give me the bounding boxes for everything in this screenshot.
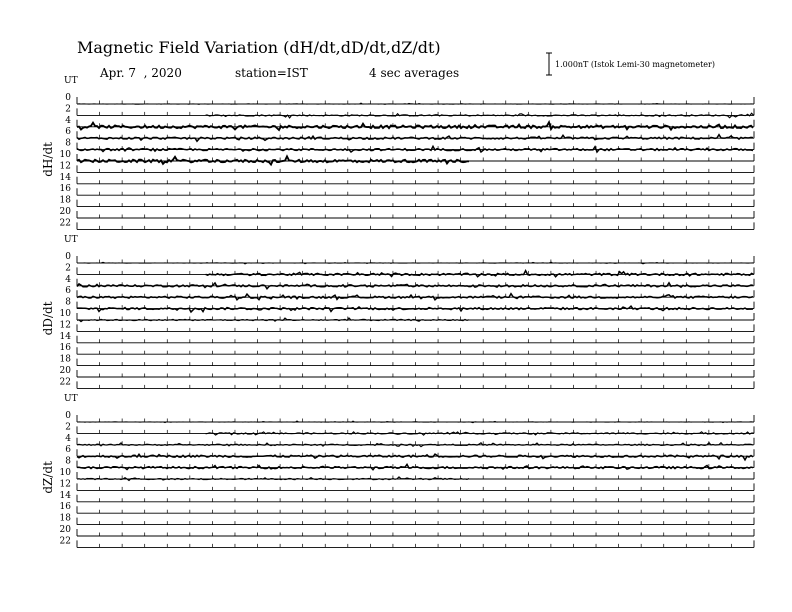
row-label-dzdt-18: 18: [59, 513, 71, 524]
row-label-dzdt-4: 4: [65, 433, 71, 444]
component-label-dhdt: dH/dt: [41, 142, 55, 177]
data-trace-dhdt-4: [77, 122, 753, 130]
row-label-dzdt-16: 16: [59, 502, 71, 513]
row-label-dhdt-6: 6: [65, 127, 71, 138]
row-label-dhdt-10: 10: [59, 150, 71, 160]
data-trace-dzdt-0: [77, 421, 753, 423]
row-label-dddt-0: 0: [65, 252, 71, 262]
row-label-dhdt-12: 12: [59, 161, 71, 172]
data-trace-dzdt-8: [77, 464, 753, 469]
row-label-dhdt-16: 16: [59, 184, 71, 195]
data-trace-dhdt-10: [77, 156, 469, 164]
row-label-dzdt-0: 0: [65, 411, 71, 421]
row-label-dddt-2: 2: [65, 263, 71, 274]
data-trace-dddt-8: [77, 306, 753, 312]
row-label-dhdt-22: 22: [59, 218, 71, 229]
data-trace-dzdt-6: [77, 454, 753, 460]
station-label: station=IST: [235, 66, 308, 80]
row-label-dddt-14: 14: [59, 331, 71, 342]
row-label-dddt-10: 10: [59, 309, 71, 319]
row-label-dddt-6: 6: [65, 286, 71, 297]
row-label-dzdt-12: 12: [59, 479, 71, 490]
row-label-dhdt-2: 2: [65, 104, 71, 115]
date-label: Apr. 7 , 2020: [100, 66, 182, 80]
row-label-dzdt-22: 22: [59, 536, 71, 547]
row-label-dzdt-8: 8: [65, 456, 71, 467]
row-label-dhdt-20: 20: [59, 207, 71, 217]
data-trace-dddt-2: [206, 271, 754, 277]
row-label-dhdt-4: 4: [65, 115, 71, 126]
row-label-dddt-20: 20: [59, 366, 71, 376]
row-label-dddt-18: 18: [59, 354, 71, 365]
row-label-dhdt-0: 0: [65, 93, 71, 103]
row-label-dzdt-20: 20: [59, 525, 71, 535]
row-label-dzdt-10: 10: [59, 468, 71, 478]
component-label-dddt: dD/dt: [41, 301, 55, 336]
ut-axis-label-dhdt: UT: [64, 76, 78, 86]
row-label-dddt-22: 22: [59, 377, 71, 388]
row-label-dddt-8: 8: [65, 297, 71, 308]
data-trace-dzdt-10: [77, 477, 469, 481]
data-trace-dzdt-2: [206, 432, 754, 435]
data-trace-dhdt-6: [77, 135, 753, 142]
chart-title: Magnetic Field Variation (dH/dt,dD/dt,dZ/dt): [77, 38, 441, 57]
row-label-dzdt-6: 6: [65, 445, 71, 456]
row-label-dddt-12: 12: [59, 320, 71, 331]
row-label-dddt-4: 4: [65, 274, 71, 285]
row-label-dhdt-14: 14: [59, 172, 71, 183]
row-label-dhdt-18: 18: [59, 195, 71, 206]
row-label-dhdt-8: 8: [65, 138, 71, 149]
ut-axis-label-dddt: UT: [64, 235, 78, 245]
data-trace-dddt-4: [77, 283, 753, 289]
row-label-dzdt-2: 2: [65, 422, 71, 433]
data-trace-dddt-0: [77, 262, 753, 264]
data-trace-dhdt-2: [206, 113, 754, 118]
component-label-dzdt: dZ/dt: [41, 461, 55, 494]
scale-bar-label: 1.000nT (Istok Lemi-30 magnetometer): [555, 60, 715, 69]
averaging-label: 4 sec averages: [369, 66, 460, 80]
ut-axis-label-dzdt: UT: [64, 394, 78, 404]
row-label-dddt-16: 16: [59, 343, 71, 354]
row-label-dzdt-14: 14: [59, 490, 71, 501]
data-trace-dddt-6: [77, 294, 753, 300]
